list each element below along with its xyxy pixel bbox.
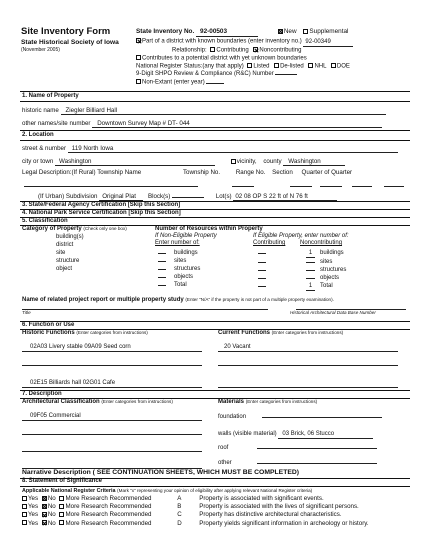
category-list <box>56 233 84 273</box>
resource-row: sites <box>158 257 200 265</box>
criterion-letter: A <box>177 495 182 502</box>
yes-checkbox[interactable] <box>22 504 27 509</box>
divider <box>20 486 410 487</box>
narrative-heading: Narrative Description ( SEE CONTINUATION SHEETS, WHICH MUST BE COMPLETED) <box>22 469 300 476</box>
city-row <box>22 158 345 166</box>
criterion-row: Yes No More Research Recommended C Property has distinctive architectural characteristics. <box>22 511 369 519</box>
lots-label: Lot(s) <box>215 193 232 200</box>
resource-row: Total <box>158 281 200 289</box>
more-research-checkbox[interactable] <box>59 512 64 517</box>
criterion-row: Yes No More Research Recommended B Property is associated with the lives of significant persons. <box>22 503 369 511</box>
street-field[interactable]: 119 North Iowa <box>68 145 398 153</box>
section-7-heading: 7. Description <box>22 391 62 397</box>
township-number-field[interactable] <box>232 186 254 187</box>
no-checkbox[interactable] <box>42 520 47 525</box>
nonextant-field[interactable] <box>206 83 224 84</box>
noncontributing-count-field[interactable] <box>306 270 315 271</box>
divider <box>20 140 410 141</box>
relationship-label: Relationship: <box>172 47 207 54</box>
section-3-heading: 3. State/Federal Agency Certification [Skip this Section] <box>22 202 181 208</box>
category-hint: (Check only one box) <box>83 226 127 231</box>
other-names-label: other names/site number <box>22 120 91 127</box>
noncontributing-count-field[interactable] <box>306 262 315 263</box>
contributing-column-label: Contributing <box>253 240 286 246</box>
district-part-label: Part of a district with known boundaries (enter inventory no.) <box>142 38 302 45</box>
resource-count-field[interactable] <box>158 277 166 278</box>
arch-classification-label: Architectural Classification <box>22 399 100 405</box>
form-date: (November 2005) <box>21 47 60 53</box>
criteria-hint: (Mark "x" representing your opinion of eligibility after applying relevant National Register criteria) <box>117 488 313 493</box>
listed-checkbox[interactable] <box>247 63 252 68</box>
category-option[interactable]: district <box>56 242 74 248</box>
arch-classification-field[interactable] <box>22 451 202 452</box>
contributing-count-field[interactable] <box>258 278 266 279</box>
noncontributing-count-field[interactable]: 1 <box>306 282 315 291</box>
materials-heading <box>218 399 317 406</box>
resource-row: structures <box>258 266 346 274</box>
city-field[interactable]: Washington <box>55 158 215 166</box>
nonextant-checkbox[interactable] <box>136 79 141 84</box>
section-8-heading: 8. Statement of Significance <box>22 478 103 484</box>
range-number-field[interactable] <box>290 186 312 187</box>
hadb-label: Historical Architectural Data Base Number <box>290 310 376 315</box>
township-number-label: Township No. <box>182 169 221 176</box>
nhl-label: NHL <box>314 63 327 70</box>
criterion-letter: D <box>177 519 182 527</box>
related-project-label: Name of related project report or multiple property study <box>22 297 184 303</box>
more-research-checkbox[interactable] <box>59 520 64 525</box>
arch-classification-heading <box>22 399 173 406</box>
street-row <box>22 145 398 153</box>
foundation-row <box>218 414 382 421</box>
shpo-field[interactable] <box>275 74 297 75</box>
listed-label: Listed <box>253 63 270 70</box>
no-checkbox[interactable] <box>42 512 47 517</box>
resource-row: 1 Total <box>258 282 346 291</box>
materials-hint: (Enter categories from instructions) <box>245 399 318 404</box>
section-1-heading: 1. Name of Property <box>22 93 79 99</box>
resource-rows-non-eligible <box>158 249 200 289</box>
divider <box>20 217 410 218</box>
potential-district-row <box>136 55 307 63</box>
related-project-hint: (Enter "N/A" if the property is not part of a multiple property examination). <box>185 297 334 302</box>
city-label: city or town <box>22 158 54 165</box>
walls-label: walls (visible material) <box>218 431 277 437</box>
nr-status-row <box>136 63 350 71</box>
legal-description-row <box>22 169 352 176</box>
doe-checkbox[interactable] <box>331 63 336 68</box>
current-function-field[interactable] <box>218 387 398 388</box>
contributing-count-field[interactable] <box>258 270 266 271</box>
vicinity-checkbox[interactable] <box>231 159 236 164</box>
current-functions-heading <box>218 330 343 337</box>
other-names-field[interactable]: Downtown Survey Map # DT- 044 <box>92 120 382 128</box>
contributing-count-field[interactable] <box>258 286 266 287</box>
district-part-row <box>136 38 353 47</box>
section-label: Section <box>272 169 293 176</box>
criteria-label: Applicable National Register Criteria <box>22 488 116 494</box>
nonextant-label: Non-Extant (enter year) <box>142 79 205 86</box>
enter-number-label: Enter number of: <box>155 240 200 246</box>
vicinity-label: vicinity, <box>236 158 257 165</box>
roof-row <box>218 445 377 452</box>
current-function-field[interactable]: 20 Vacant <box>218 344 398 352</box>
no-checkbox[interactable] <box>42 504 47 509</box>
other-names-row <box>22 120 382 128</box>
no-checkbox[interactable] <box>42 496 47 501</box>
noncontributing-column-label: Noncontributing <box>300 240 343 246</box>
divider <box>20 321 410 322</box>
nhl-checkbox[interactable] <box>308 63 313 68</box>
current-functions-hint: (Enter categories from instructions) <box>271 330 344 335</box>
agency-name: State Historical Society of Iowa <box>21 39 119 46</box>
shpo-row <box>136 71 297 78</box>
historic-functions-label: Historic Functions <box>22 330 75 336</box>
resource-row: buildings <box>158 249 200 257</box>
contributing-checkbox[interactable] <box>210 47 215 52</box>
historic-function-field[interactable]: 02E15 Billiards hall 02G01 Cafe <box>22 380 202 388</box>
historic-name-label: historic name <box>22 107 59 114</box>
resources-heading: Number of Resources within Property <box>155 226 263 232</box>
category-label: Category of Property <box>22 226 82 232</box>
divider <box>20 390 410 391</box>
inventory-number-row <box>136 28 348 37</box>
more-research-checkbox[interactable] <box>59 496 64 501</box>
current-functions-label: Current Functions <box>218 330 270 336</box>
delisted-label: De-listed <box>280 63 304 70</box>
related-title-field[interactable] <box>22 309 268 310</box>
form-title: Site Inventory Form <box>21 26 111 37</box>
yes-checkbox[interactable] <box>22 512 27 517</box>
new-checkbox[interactable] <box>278 29 283 34</box>
yes-checkbox[interactable] <box>22 520 27 525</box>
supplemental-label: Supplemental <box>309 28 349 35</box>
section-field[interactable] <box>320 186 342 187</box>
resource-row: objects <box>258 274 346 282</box>
roof-field[interactable] <box>257 448 377 449</box>
divider <box>20 101 410 102</box>
resource-row: objects <box>158 273 200 281</box>
section-6-heading: 6. Function or Use <box>22 322 75 328</box>
supplemental-checkbox[interactable] <box>303 29 308 34</box>
quarter-of-quarter-field[interactable] <box>384 186 404 187</box>
more-research-checkbox[interactable] <box>59 504 64 509</box>
potential-district-checkbox[interactable] <box>136 55 141 60</box>
materials-label: Materials <box>218 399 245 405</box>
arch-classification-hint: (Enter categories from instructions) <box>101 399 173 404</box>
category-option[interactable]: structure <box>56 258 80 264</box>
subdivision-field[interactable]: Original Plat <box>99 193 143 201</box>
related-project-row <box>22 297 334 304</box>
yes-checkbox[interactable] <box>22 496 27 501</box>
street-label: street & number <box>22 145 67 152</box>
lots-field[interactable]: 02 08 OP S 22 ft of N 76 ft <box>233 193 337 201</box>
resource-rows-eligible <box>258 249 346 291</box>
category-option[interactable]: building(s) <box>56 234 84 240</box>
arch-classification-field[interactable] <box>22 434 202 435</box>
title-label: Title <box>22 310 31 315</box>
category-option[interactable]: site <box>56 250 66 256</box>
criterion-text: Property yields significant information in archeology or history. <box>199 519 369 527</box>
historic-functions-hint: (Enter categories from instructions) <box>76 330 148 335</box>
legal-description-label: Legal Description:(If Rural) Township Name <box>22 169 142 176</box>
historic-function-field[interactable]: 02A03 Livery stable 09A09 Seed corn <box>22 344 202 352</box>
divider <box>20 91 410 92</box>
historic-name-row <box>22 107 386 115</box>
noncontributing-count-field[interactable]: 1 <box>306 249 315 258</box>
resource-count-field[interactable] <box>158 285 166 286</box>
noncontributing-label: Noncontributing <box>259 47 302 54</box>
inventory-number-label: State Inventory No. <box>136 28 195 35</box>
category-option[interactable]: object <box>56 266 73 272</box>
quarter-field[interactable] <box>352 186 372 187</box>
doe-label: DOE <box>336 63 350 70</box>
district-part-checkbox[interactable] <box>136 38 141 43</box>
criteria-list <box>22 495 369 528</box>
resource-row: structures <box>158 265 200 273</box>
district-number-field[interactable]: 92-00349 <box>303 39 353 47</box>
township-name-field[interactable] <box>24 186 198 187</box>
criterion-row: Yes No More Research Recommended D Property yields significant information in archeology or history. <box>22 520 369 528</box>
divider <box>20 130 410 131</box>
current-function-field[interactable] <box>218 365 398 366</box>
historic-function-field[interactable] <box>22 365 202 366</box>
criterion-text: Property is associated with the lives of significant persons. <box>199 503 359 511</box>
blocks-label: Block(s) <box>147 193 171 200</box>
walls-field[interactable]: 03 Brick, 06 Stucco <box>278 431 373 439</box>
eligible-label: If Eligible Property, enter number of: <box>253 233 349 239</box>
walls-row <box>218 431 373 439</box>
blocks-field[interactable] <box>172 197 204 198</box>
relationship-row <box>172 47 301 55</box>
historic-name-field[interactable]: Ziegler Billiard Hall <box>61 107 386 115</box>
section-5-heading: 5. Classification <box>22 218 68 224</box>
criterion-letter: B <box>177 503 182 511</box>
shpo-label: 9-Digit SHPO Review & Compliance (R&C) Number <box>136 71 274 77</box>
criterion-text: Property is associated with significant events. <box>199 495 324 502</box>
contributing-label: Contributing <box>216 47 249 54</box>
county-field[interactable]: Washington <box>283 158 345 166</box>
contributing-count-field[interactable] <box>258 253 266 254</box>
resource-row: sites <box>258 258 346 266</box>
nonextant-row <box>136 79 224 87</box>
contributing-count-field[interactable] <box>258 262 266 263</box>
noncontributing-checkbox[interactable] <box>253 47 258 52</box>
other-material-label: other <box>218 460 232 466</box>
noncontributing-count-field[interactable] <box>306 278 315 279</box>
nr-status-label: National Register Status:(any that apply) <box>136 63 244 70</box>
resource-count-field[interactable] <box>158 269 166 270</box>
roof-label: roof <box>218 445 229 451</box>
new-label: New <box>283 28 297 35</box>
subdivision-label: (If Urban) Subdivision <box>38 193 98 200</box>
other-material-row <box>218 460 377 467</box>
inventory-number-field[interactable]: 92-00503 <box>196 28 258 37</box>
historic-functions-heading <box>22 330 148 337</box>
quarter-label: Quarter of Quarter <box>301 169 353 176</box>
arch-classification-field[interactable]: 09F05 Commercial <box>22 413 202 421</box>
resource-count-field[interactable] <box>158 253 166 254</box>
section-4-heading: 4. National Park Service Certification [Skip this Section] <box>22 210 181 216</box>
criterion-letter: C <box>177 511 182 519</box>
range-number-label: Range No. <box>235 169 266 176</box>
criterion-row: Yes No More Research Recommended A Property is associated with significant events. <box>22 495 369 503</box>
criterion-text: Property has distinctive architectural characteristics. <box>199 511 342 519</box>
resource-count-field[interactable] <box>158 261 166 262</box>
section-2-heading: 2. Location <box>22 132 54 138</box>
county-label: county <box>263 158 282 165</box>
potential-district-label: Contributes to a potential district with yet unknown boundaries <box>142 55 307 62</box>
delisted-checkbox[interactable] <box>274 63 279 68</box>
other-material-field[interactable] <box>257 463 377 464</box>
foundation-label: foundation <box>218 414 247 420</box>
resource-row: 1 buildings <box>258 249 346 258</box>
non-eligible-label: If Non-Eligible Property <box>155 233 217 239</box>
foundation-field[interactable] <box>262 417 382 418</box>
